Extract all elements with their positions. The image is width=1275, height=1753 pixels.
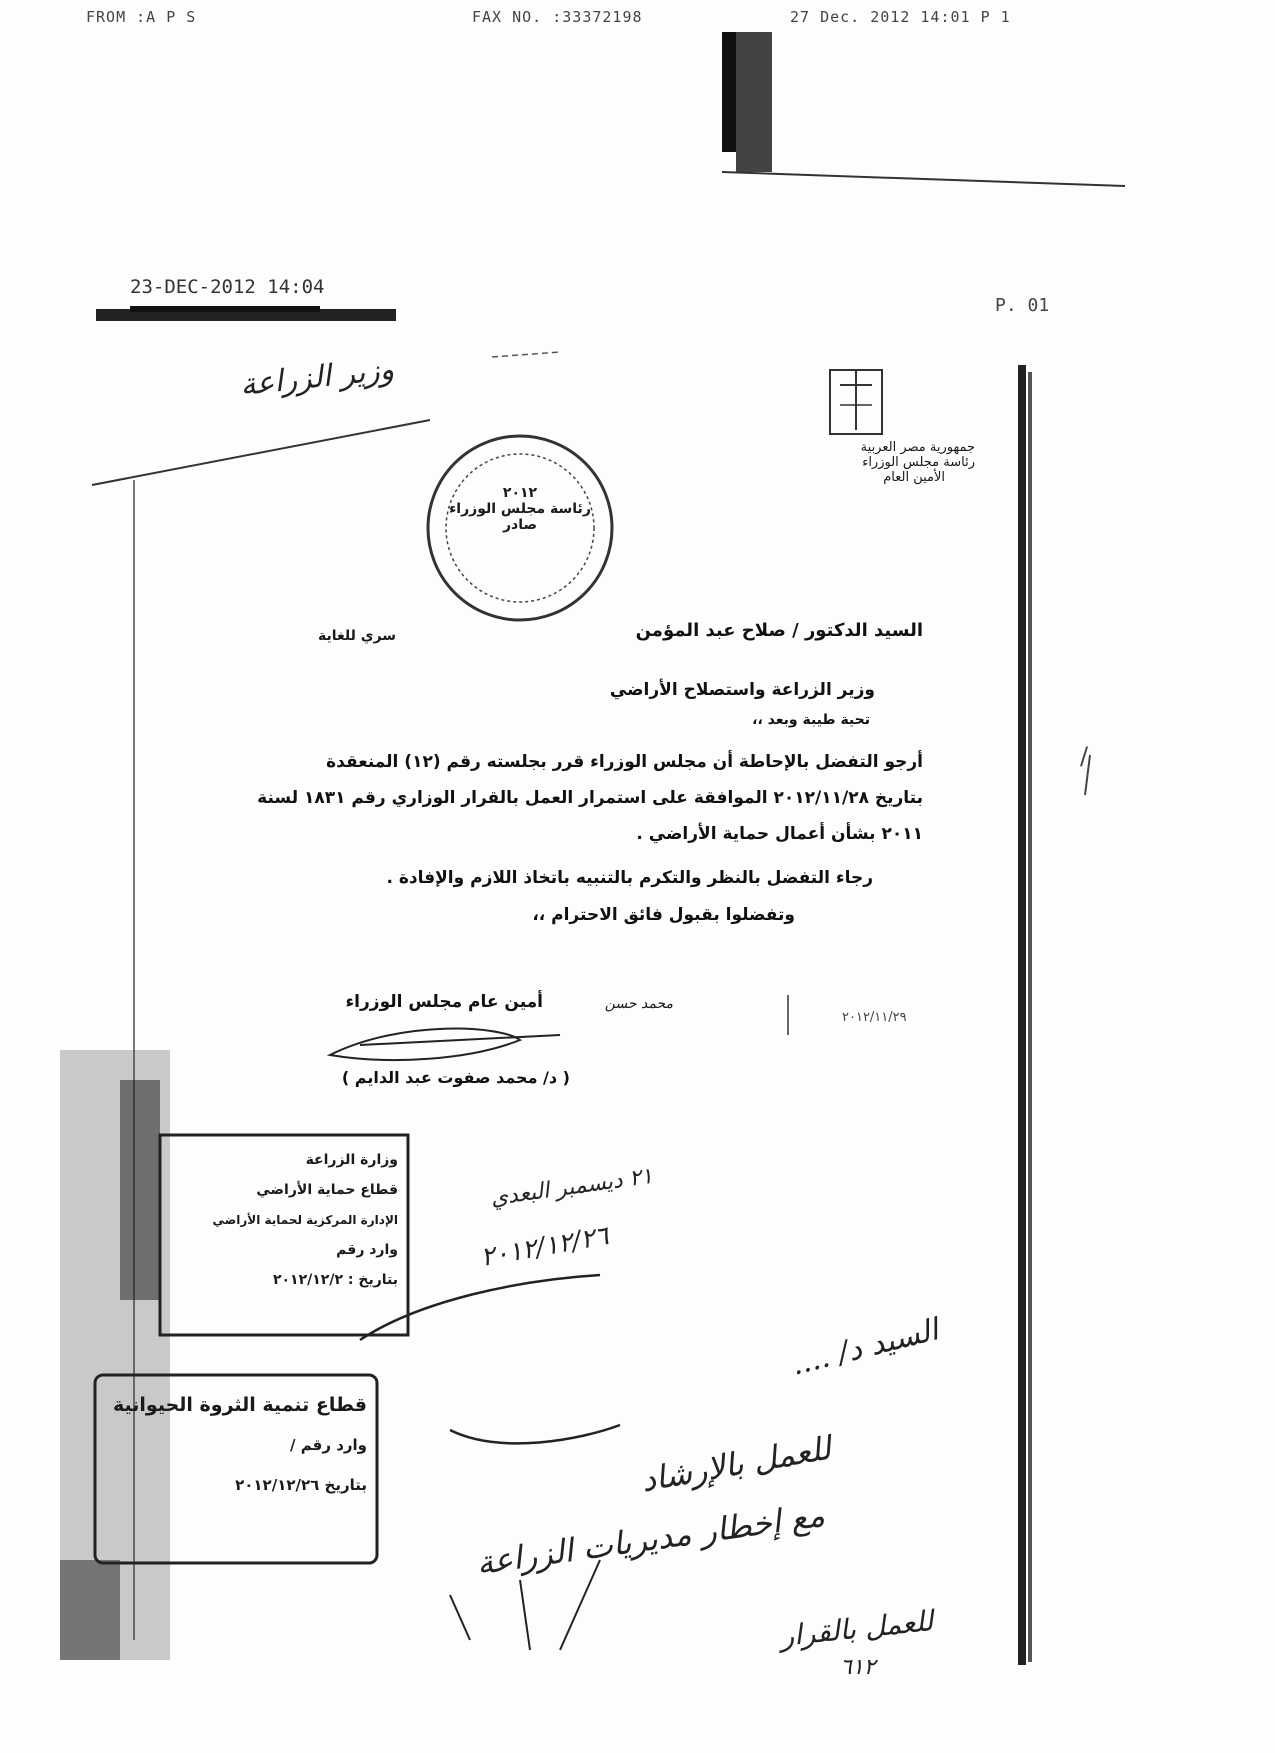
- livestock-stamp: [105, 1385, 367, 1505]
- fax-number: FAX NO. :33372198: [472, 8, 643, 26]
- handwritten-note-1: ٢١ ديسمبر البعدي: [489, 1163, 655, 1212]
- recipient-name: السيد الدكتور / صلاح عبد المؤمن: [635, 620, 923, 641]
- signatory-title: أمين عام مجلس الوزراء: [345, 992, 543, 1012]
- handwritten-top-note: وزير الزراعة: [238, 352, 396, 403]
- letterhead-cabinet: رئاسة مجلس الوزراء: [862, 455, 975, 470]
- signatory-name: ( د/ محمد صفوت عبد الدايم ): [341, 1068, 570, 1087]
- inbox-stamp: [170, 1145, 398, 1295]
- handwritten-note-4: للعمل بالإرشاد: [638, 1428, 834, 1500]
- fax-date-time: 27 Dec. 2012 14:01 P 1: [790, 8, 1011, 26]
- inbox-stamp-department: الإدارة المركزية لحماية الأراضي: [212, 1213, 398, 1227]
- body-line-1: أرجو التفضل بالإحاطة أن مجلس الوزراء قرر بجلسته رقم (١٢) المنعقدة: [326, 752, 923, 772]
- handwritten-note-7: ٦١٢: [840, 1655, 876, 1680]
- seal-cabinet: رئاسة مجلس الوزراء: [449, 501, 591, 517]
- letterhead: [765, 440, 975, 485]
- inbox-stamp-date: بتاريخ : ٢٠١٢/١٢/٢: [272, 1272, 398, 1288]
- fax-from: FROM :A P S: [86, 8, 197, 26]
- seal-outgoing: صادر: [502, 517, 538, 533]
- margin-mark: /: [1080, 742, 1089, 770]
- classification-label: سري للغاية: [318, 628, 397, 644]
- letterhead-secretary: الأمين العام: [883, 470, 945, 485]
- handwritten-note-6: للعمل بالقرار: [778, 1604, 935, 1653]
- inbox-stamp-ministry: وزارة الزراعة: [305, 1152, 398, 1168]
- inner-fax-page: P. 01: [995, 295, 1050, 316]
- inbox-stamp-sector: قطاع حماية الأراضي: [256, 1182, 398, 1198]
- body-line-4: رجاء التفضل بالنظر والتكرم بالتنبيه باتخاذ اللازم والإفادة .: [386, 868, 873, 888]
- livestock-stamp-number: وارد رقم /: [290, 1436, 367, 1454]
- livestock-stamp-date: بتاريخ ٢٠١٢/١٢/٢٦: [235, 1476, 367, 1494]
- recipient-title: وزير الزراعة واستصلاح الأراضي: [609, 680, 875, 700]
- inner-fax-timestamp: 23-DEC-2012 14:04: [130, 276, 325, 298]
- signature-date: ٢٠١٢/١١/٢٩: [842, 1010, 907, 1025]
- greeting: تحية طيبة وبعد ،،: [752, 712, 870, 728]
- body-line-2: بتاريخ ٢٠١٢/١١/٢٨ الموافقة على استمرار العمل بالقرار الوزاري رقم ١٨٣١ لسنة: [257, 788, 923, 808]
- seal-year: ٢٠١٢: [502, 485, 538, 501]
- body-line-3: ٢٠١١ بشأن أعمال حماية الأراضي .: [636, 824, 923, 844]
- inbox-stamp-number: وارد رقم: [336, 1242, 398, 1258]
- handwritten-note-2: ٢٠١٢/١٢/٢٦: [478, 1221, 611, 1273]
- body-line-5: وتفضلوا بقبول فائق الاحترام ،،: [532, 905, 795, 925]
- handwritten-note-3: السيد د/ ....: [787, 1312, 942, 1383]
- letterhead-country: جمهورية مصر العربية: [860, 440, 975, 455]
- round-seal: [445, 485, 595, 533]
- livestock-stamp-title: قطاع تنمية الثروة الحيوانية: [113, 1394, 367, 1416]
- handwritten-note-5: مع إخطار مديريات الزراعة: [474, 1495, 827, 1583]
- signature-note: محمد حسن: [604, 996, 673, 1012]
